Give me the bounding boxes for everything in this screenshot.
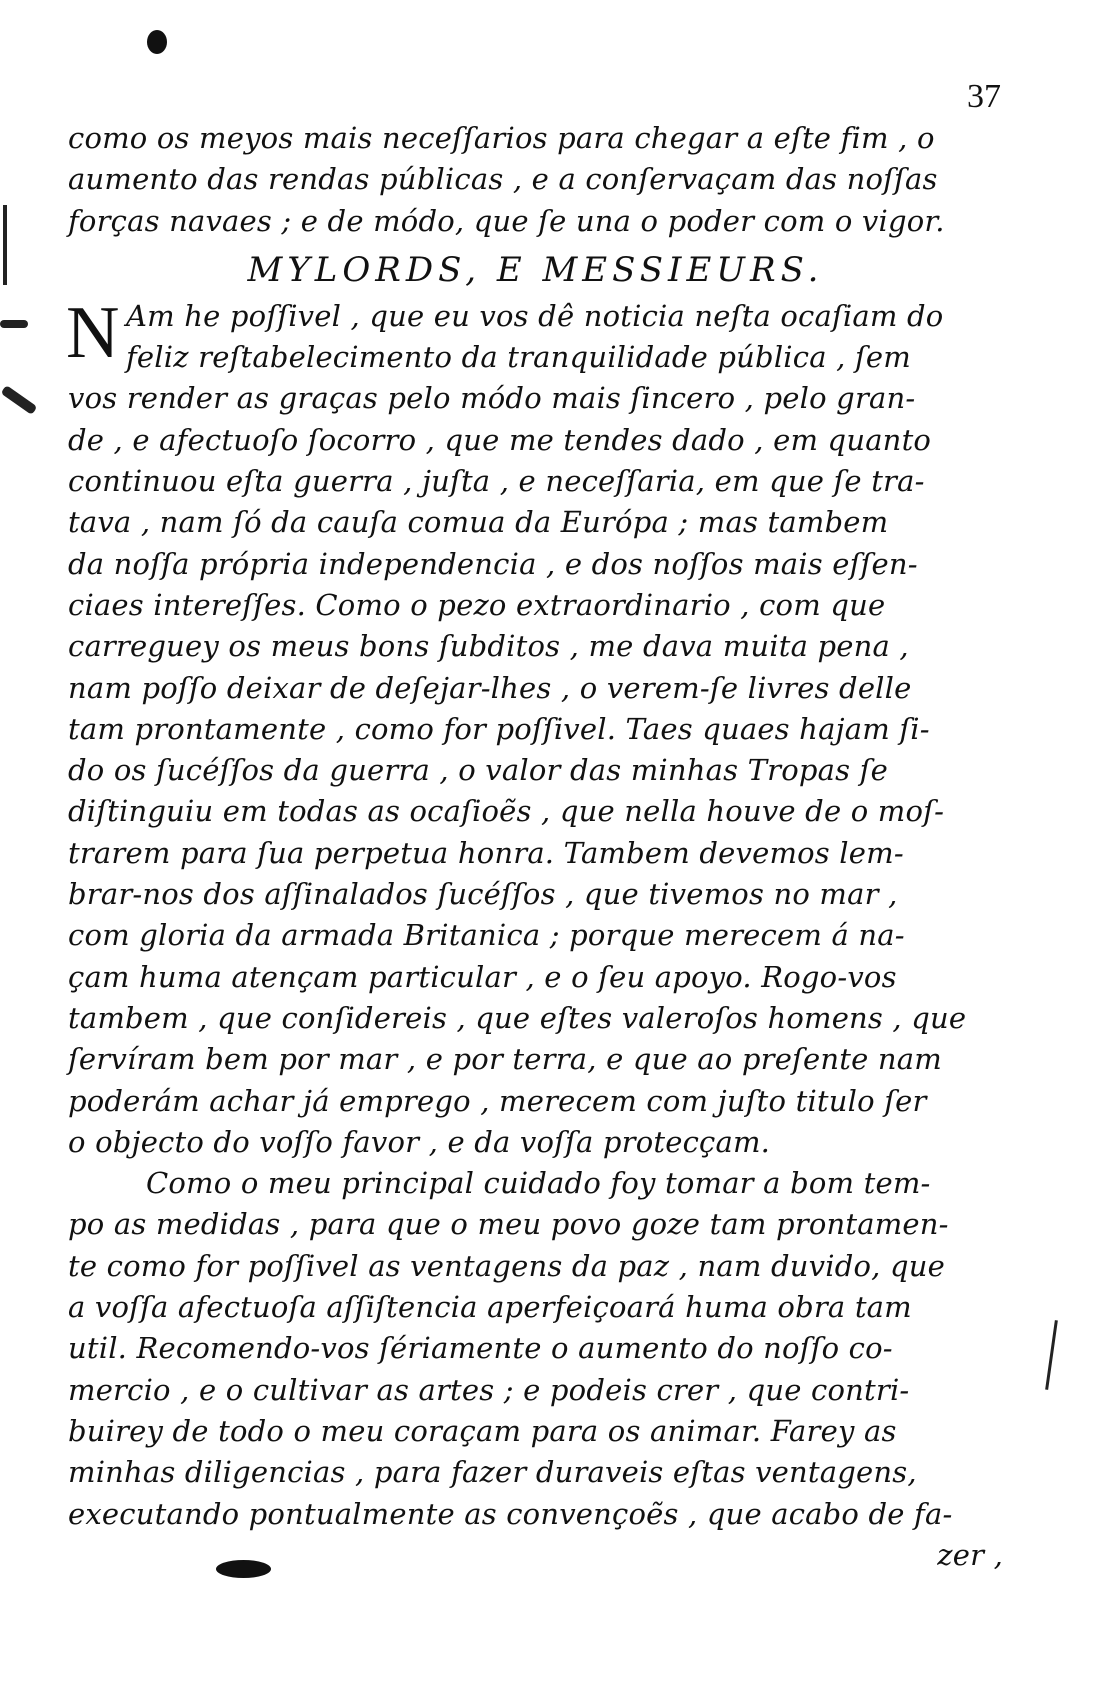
paragraph-1 <box>66 291 1003 1163</box>
margin-mark-left-3 <box>1 385 38 415</box>
text-line: te como for poſſivel as ventagens da paz , nam duvido, que <box>68 1248 945 1283</box>
page-number: 37 <box>967 78 1001 115</box>
text-line: executando pontualmente as convençoẽs , que acabo de fa- <box>68 1496 953 1531</box>
paragraph-2 <box>68 1163 1003 1535</box>
text-line: feliz reſtabelecimento da tranquilidade pública , ſem <box>126 340 911 375</box>
text-line: çam huma atençam particular , e o ſeu apoyo. Rogo-vos <box>68 959 897 994</box>
section-heading: MYLORDS, E MESSIEURS. <box>247 249 824 290</box>
text-line: forças navaes ; e de módo, que ſe una o poder com o vigor. <box>68 203 945 238</box>
text-line: como os meyos mais neceſſarios para chegar a eſte fim , o <box>68 121 935 155</box>
text-line: brar-nos dos aſſinalados ſucéſſos , que tivemos no mar , <box>68 877 898 912</box>
margin-mark-left-1 <box>3 205 7 285</box>
text-line: a voſſa afectuoſa aſſiſtencia aperfeiçoará huma obra tam <box>68 1290 912 1325</box>
text-line: o objecto do voſſo favor , e da voſſa protecçam. <box>68 1124 771 1159</box>
text-line: com gloria da armada Britanica ; porque merecem á na- <box>68 918 905 953</box>
text-line: po as medidas , para que o meu povo goze tam prontamen- <box>68 1207 949 1242</box>
text-line: mercio , e o cultivar as artes ; e podeis crer , que contri- <box>68 1372 910 1407</box>
text-line: trarem para ſua perpetua honra. Tambem devemos lem- <box>68 835 904 870</box>
ink-blot-top <box>147 30 167 54</box>
margin-mark-left-2 <box>0 320 28 328</box>
text-line: util. Recomendo-vos ſériamente o aumento do noſſo co- <box>68 1331 893 1366</box>
drop-cap: N <box>66 291 120 374</box>
text-line: ſervíram bem por mar , e por terra, e que ao preſente nam <box>68 1042 942 1077</box>
text-line: do os ſucéſſos da guerra , o valor das minhas Tropas ſe <box>68 753 888 788</box>
catchword: zer , <box>937 1537 1003 1572</box>
text-line: diſtinguiu em todas as ocaſioẽs , que nella houve de o moſ- <box>68 794 945 829</box>
text-line: de , e afectuoſo ſocorro , que me tendes dado , em quanto <box>68 422 932 457</box>
body-text <box>68 118 1003 1576</box>
text-line: tambem , que conſidereis , que eſtes valeroſos homens , que <box>68 1000 967 1035</box>
text-line: vos render as graças pelo módo mais ſincero , pelo gran- <box>68 381 916 416</box>
text-line: Como o meu principal cuidado foy tomar a bom tem- <box>146 1166 931 1201</box>
text-line: continuou eſta guerra , juſta , e neceſſaria, em que ſe tra- <box>68 464 925 499</box>
text-line: Am he poſſivel , que eu vos dê noticia neſta ocaſiam do <box>126 298 944 333</box>
text-line: poderám achar já emprego , merecem com juſto titulo ſer <box>68 1083 927 1118</box>
text-line: carreguey os meus bons ſubditos , me dava muita pena , <box>68 629 909 664</box>
text-line: ciaes intereſſes. Como o pezo extraordinario , com que <box>68 587 886 622</box>
text-line: buirey de todo o meu coraçam para os animar. Farey as <box>68 1413 897 1448</box>
text-line: nam poſſo deixar de deſejar-lhes , o verem-ſe livres delle <box>68 670 912 705</box>
text-line: tam prontamente , como for poſſivel. Taes quaes hajam ſi- <box>68 711 930 746</box>
text-line: aumento das rendas públicas , e a conſervaçam das noſſas <box>68 162 938 197</box>
text-line: tava , nam ſó da cauſa comua da Európa ; mas tambem <box>68 505 889 540</box>
margin-mark-right <box>1045 1320 1058 1390</box>
text-line: minhas diligencias , para fazer duraveis eſtas ventagens, <box>68 1455 917 1490</box>
text-line: da noſſa própria independencia , e dos noſſos mais eſſen- <box>68 546 918 581</box>
